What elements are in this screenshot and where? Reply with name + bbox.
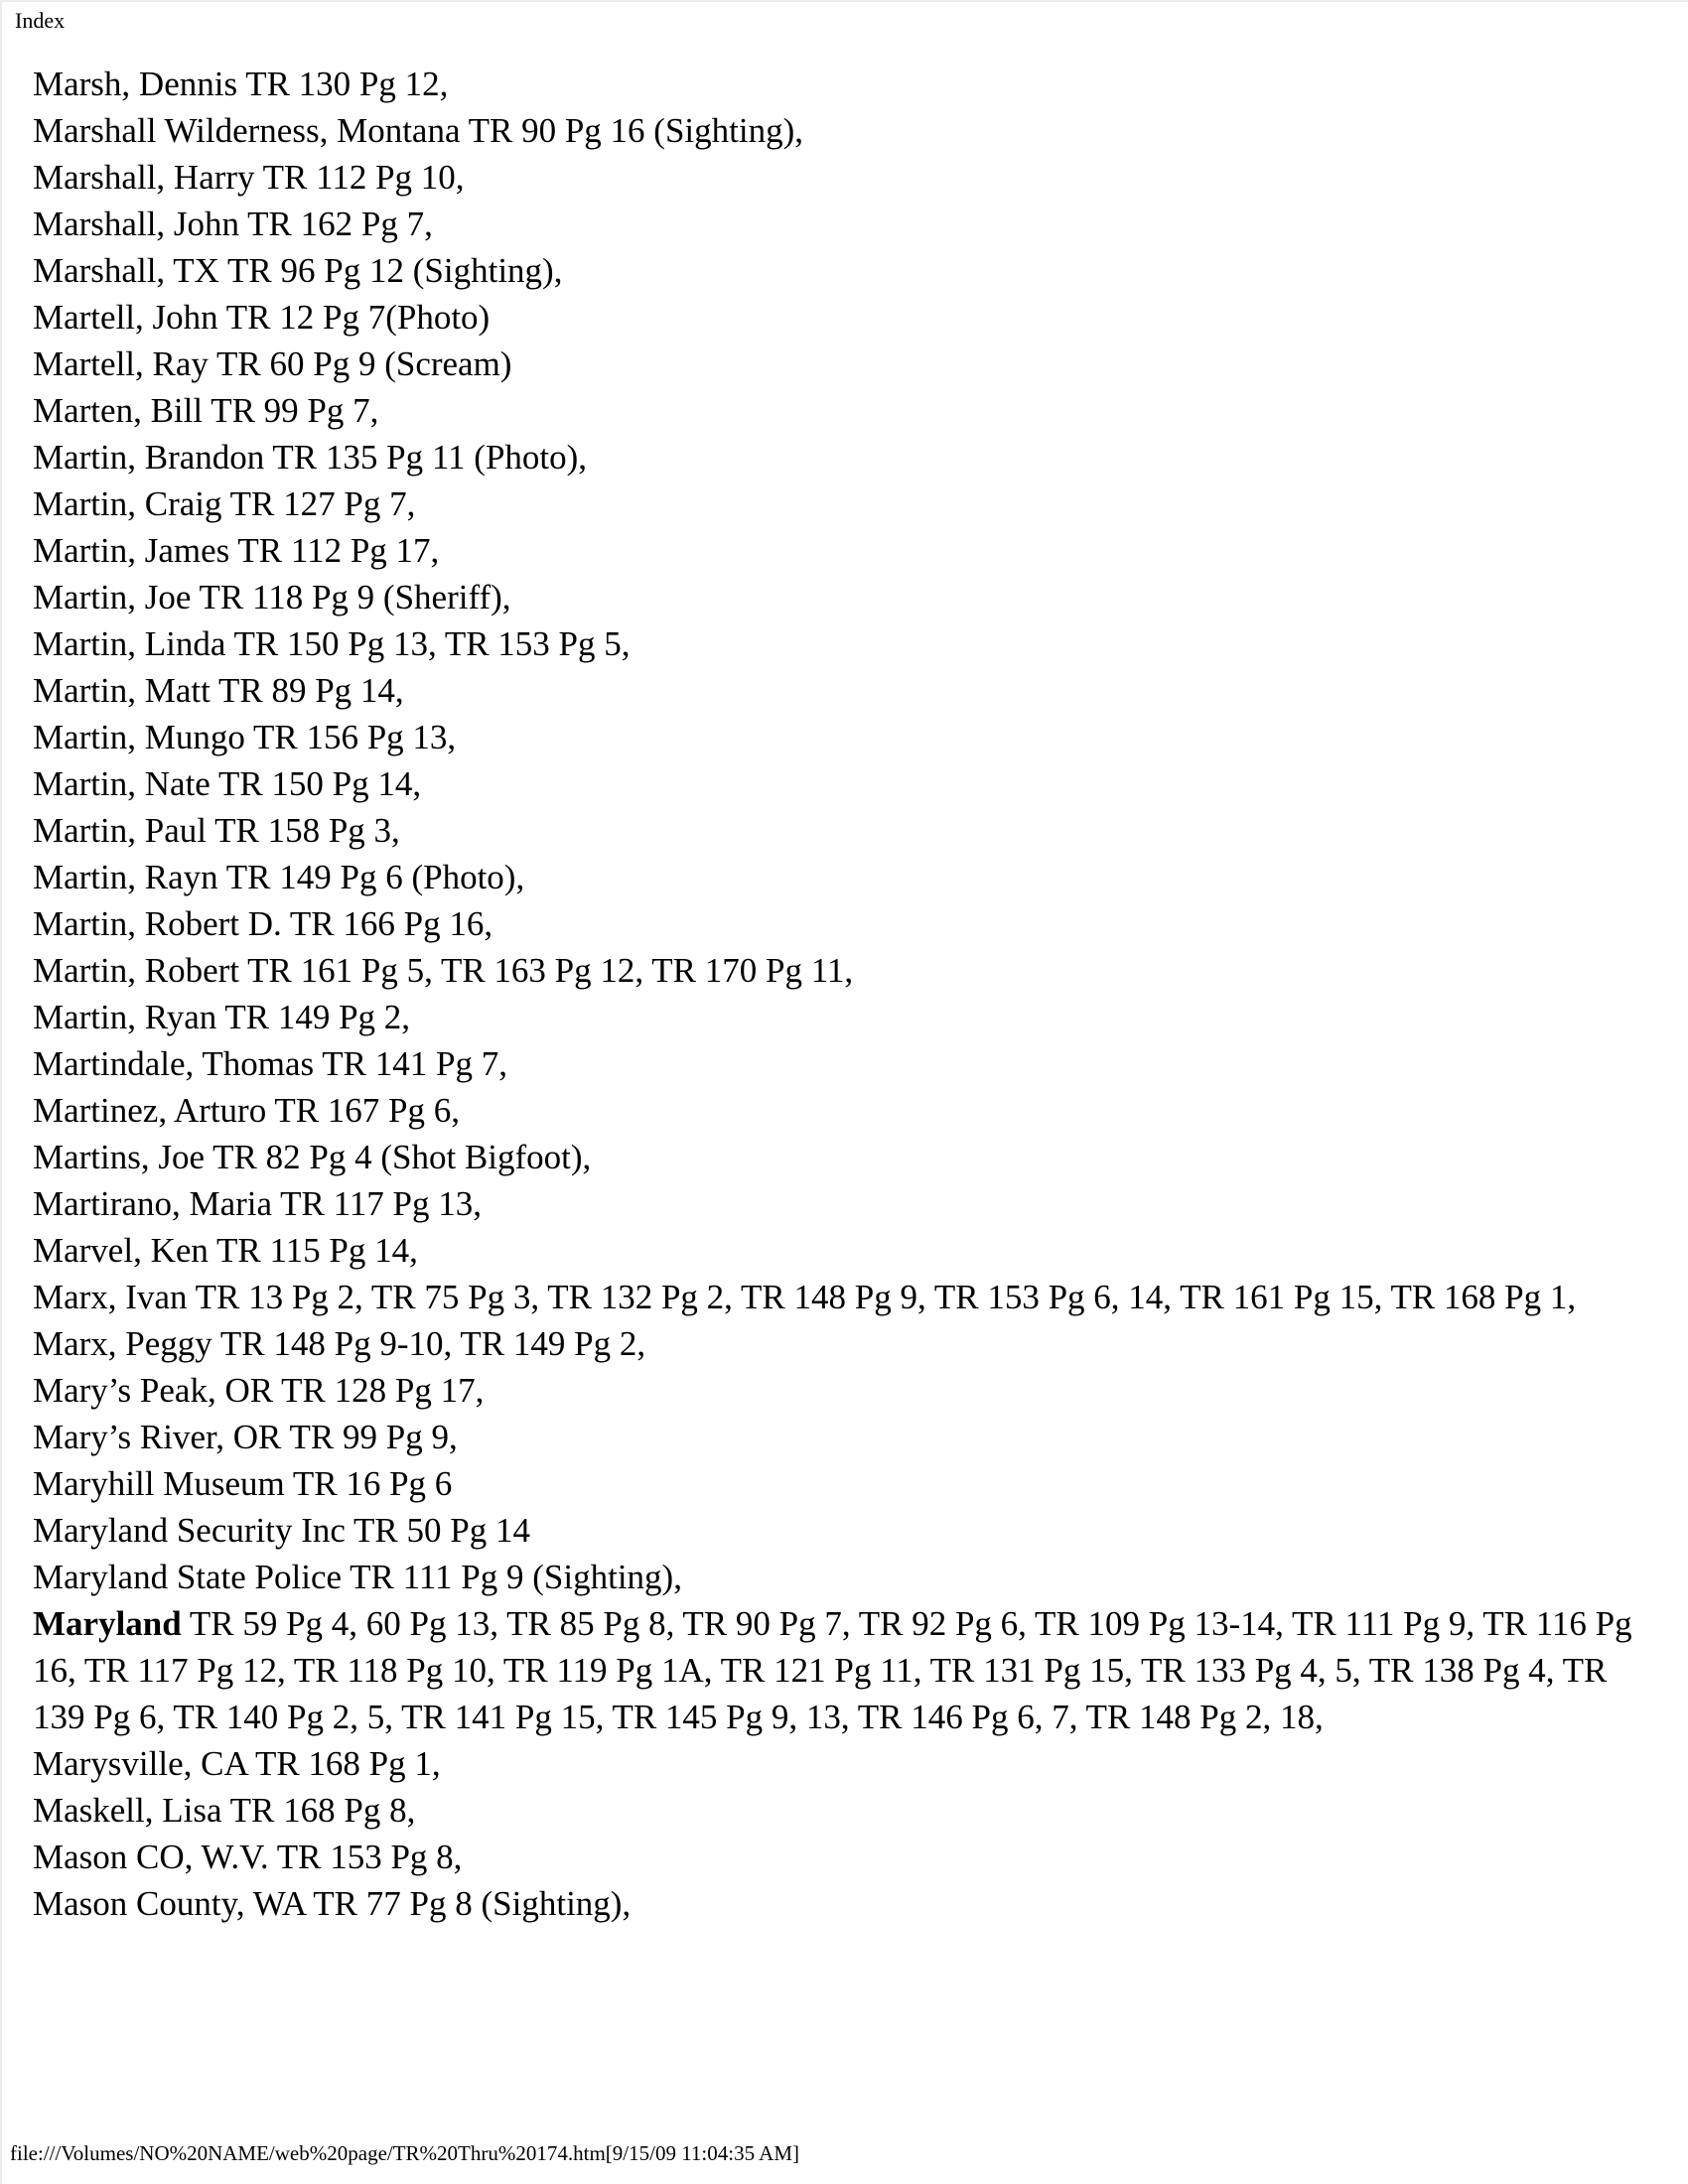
index-entry-bold-term: Maryland: [33, 1604, 182, 1643]
index-entry: Martin, Craig TR 127 Pg 7,: [33, 484, 416, 523]
index-entry: Martin, Ryan TR 149 Pg 2,: [33, 998, 411, 1036]
index-entry: Martin, Mungo TR 156 Pg 13,: [33, 718, 457, 756]
index-entry: Martin, Robert D. TR 166 Pg 16,: [33, 904, 493, 943]
index-entry: Maryland TR 59 Pg 4, 60 Pg 13, TR 85 Pg 8, TR 90 Pg 7, TR 92 Pg 6, TR 109 Pg 13-14, TR 111 Pg 9, TR 116 Pg 16, TR 117 Pg 12, TR 118 Pg 10, TR 119 Pg 1A, TR 121 Pg 11, TR 131 Pg 15, TR 133 Pg 4, 5, TR 138 Pg 4, TR 139 Pg 6, TR 140 Pg 2, 5, TR 141 Pg 15, TR 145 Pg 9, 13, TR 146 Pg 6, 7, TR 148 Pg 2, 18,: [33, 1604, 1632, 1736]
index-entry: Martin, James TR 112 Pg 17,: [33, 531, 440, 570]
index-entry: Marvel, Ken TR 115 Pg 14,: [33, 1231, 418, 1270]
index-entry: Marshall, John TR 162 Pg 7,: [33, 205, 433, 243]
index-entry: Mason County, WA TR 77 Pg 8 (Sighting),: [33, 1884, 632, 1923]
index-entry: Mary’s Peak, OR TR 128 Pg 17,: [33, 1371, 485, 1410]
index-entry: Marx, Peggy TR 148 Pg 9-10, TR 149 Pg 2,: [33, 1324, 646, 1363]
index-entry: Marshall, TX TR 96 Pg 12 (Sighting),: [33, 251, 563, 290]
index-entry: Maryhill Museum TR 16 Pg 6: [33, 1464, 453, 1503]
index-entry: Martin, Rayn TR 149 Pg 6 (Photo),: [33, 858, 525, 896]
index-entry: Martin, Robert TR 161 Pg 5, TR 163 Pg 12, TR 170 Pg 11,: [33, 951, 854, 990]
index-entry: Maryland Security Inc TR 50 Pg 14: [33, 1511, 530, 1550]
index-entry: Martin, Joe TR 118 Pg 9 (Sheriff),: [33, 578, 511, 616]
index-entry: Mason CO, W.V. TR 153 Pg 8,: [33, 1838, 463, 1876]
index-entry: Martindale, Thomas TR 141 Pg 7,: [33, 1044, 507, 1083]
index-entry: Maskell, Lisa TR 168 Pg 8,: [33, 1791, 416, 1830]
index-entry: Marx, Ivan TR 13 Pg 2, TR 75 Pg 3, TR 132 Pg 2, TR 148 Pg 9, TR 153 Pg 6, 14, TR 161 Pg 15, TR 168 Pg 1,: [33, 1278, 1577, 1316]
index-entry: Martell, Ray TR 60 Pg 9 (Scream): [33, 344, 512, 383]
index-entry: Martin, Brandon TR 135 Pg 11 (Photo),: [33, 438, 588, 477]
index-entry: Martins, Joe TR 82 Pg 4 (Shot Bigfoot),: [33, 1138, 592, 1176]
index-entry: Marshall, Harry TR 112 Pg 10,: [33, 158, 465, 197]
index-entry: Marsh, Dennis TR 130 Pg 12,: [33, 65, 449, 103]
file-path-footer: file:///Volumes/NO%20NAME/web%20page/TR%20Thru%20174.htm[9/15/09 11:04:35 AM]: [10, 2141, 800, 2165]
index-entry: Martirano, Maria TR 117 Pg 13,: [33, 1184, 483, 1223]
index-entry: Mary’s River, OR TR 99 Pg 9,: [33, 1418, 458, 1456]
index-entry: Maryland State Police TR 111 Pg 9 (Sighting),: [33, 1558, 682, 1596]
index-entry: Martin, Matt TR 89 Pg 14,: [33, 671, 404, 710]
index-entry: Marten, Bill TR 99 Pg 7,: [33, 391, 379, 430]
index-entry: Martin, Nate TR 150 Pg 14,: [33, 764, 422, 803]
index-entry: Martin, Paul TR 158 Pg 3,: [33, 811, 400, 850]
index-entry: Marysville, CA TR 168 Pg 1,: [33, 1744, 441, 1783]
index-entry: Martin, Linda TR 150 Pg 13, TR 153 Pg 5,: [33, 624, 631, 663]
index-entry-list: [33, 61, 1655, 1927]
index-entry: Martinez, Arturo TR 167 Pg 6,: [33, 1091, 461, 1130]
index-entry: Martell, John TR 12 Pg 7(Photo): [33, 298, 491, 337]
page-title: Index: [15, 8, 66, 33]
index-entry: Marshall Wilderness, Montana TR 90 Pg 16 (Sighting),: [33, 111, 803, 150]
